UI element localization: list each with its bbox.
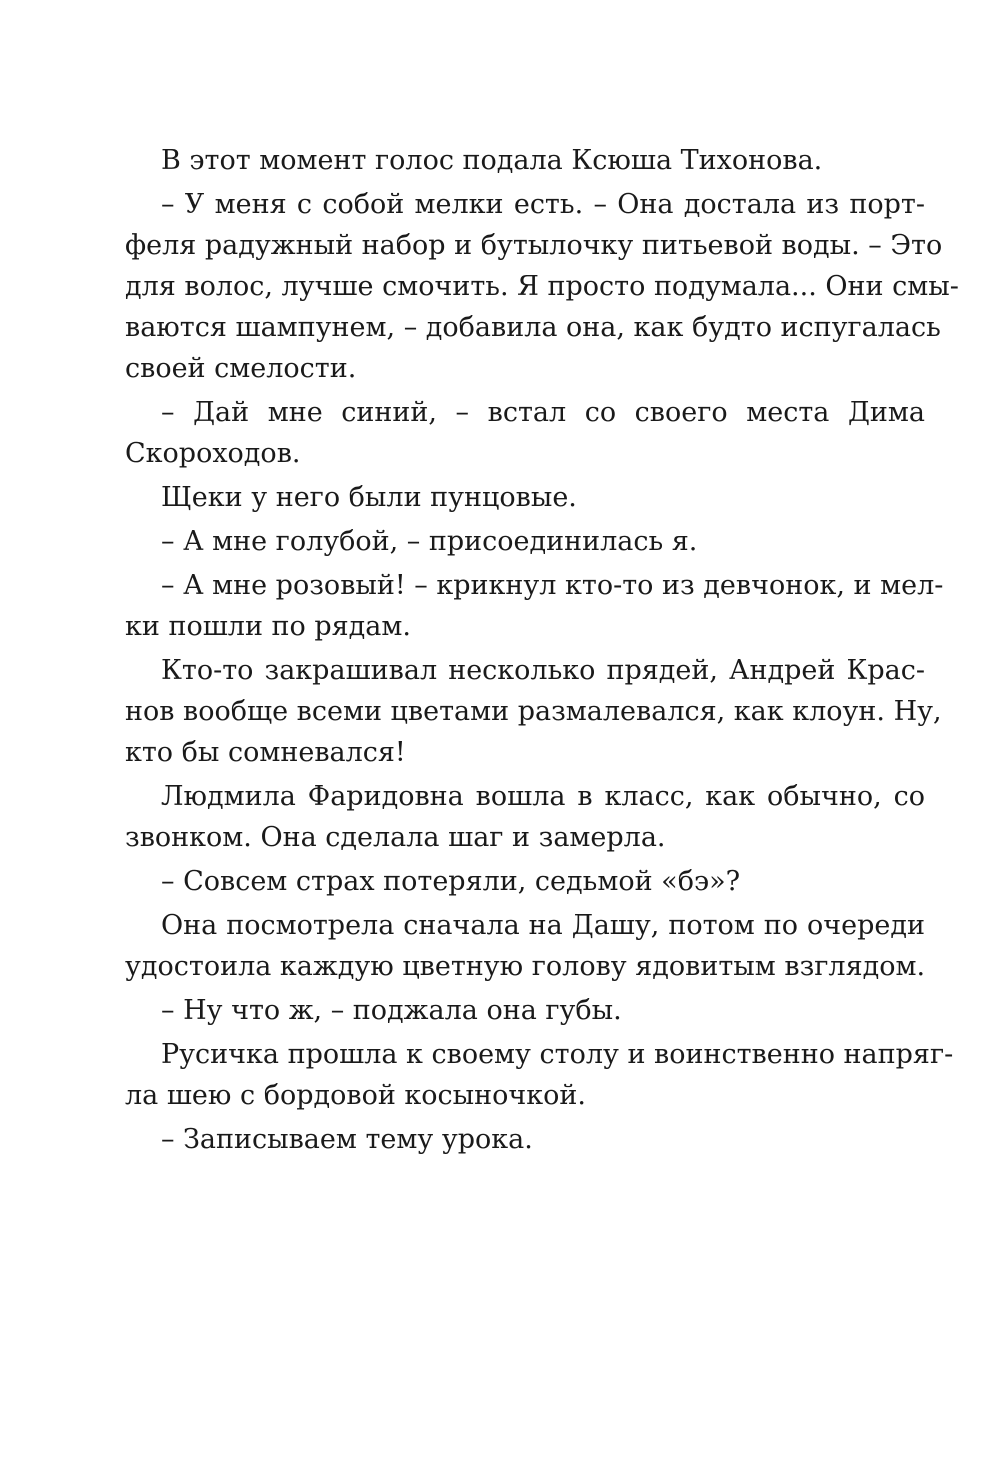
text-line: – А мне розовый! – крикнул кто-то из девчонок, и мел- [161, 570, 944, 601]
text-line: удостоила каждую цветную голову ядовитым взглядом. [125, 951, 926, 982]
text-line: – У меня с собой мелки есть. – Она достала из порт- [161, 189, 925, 220]
page-text [125, 140, 959, 1160]
text-line: кто бы сомневался! [125, 737, 406, 768]
text-line: ла шею с бордовой косыночкой. [125, 1080, 586, 1111]
text-line: – Дай мне синий, – встал со своего места Дима [161, 397, 925, 428]
text-line: своей смелости. [125, 353, 357, 384]
text-line: нов вообще всеми цветами размалевался, как клоун. Ну, [125, 696, 942, 727]
text-line: ваются шампунем, – добавила она, как будто испугалась [125, 312, 941, 343]
text-line: В этот момент голос подала Ксюша Тихонова. [161, 145, 823, 176]
text-line: Людмила Фаридовна вошла в класс, как обычно, со [161, 781, 925, 812]
text-line: для волос, лучше смочить. Я просто подумала... Они смы- [125, 271, 959, 302]
text-line: Она посмотрела сначала на Дашу, потом по очереди [161, 910, 925, 941]
text-line: звонком. Она сделала шаг и замерла. [125, 822, 666, 853]
text-line: Русичка прошла к своему столу и воинственно напряг- [161, 1039, 954, 1070]
text-line: ки пошли по рядам. [125, 611, 411, 642]
text-line: – Записываем тему урока. [161, 1124, 533, 1155]
text-line: Кто-то закрашивал несколько прядей, Андрей Крас- [161, 655, 925, 686]
text-line: – А мне голубой, – присоединилась я. [161, 526, 698, 557]
text-line: – Ну что ж, – поджала она губы. [161, 995, 622, 1026]
text-line: феля радужный набор и бутылочку питьевой воды. – Это [125, 230, 943, 261]
text-line: Щеки у него были пунцовые. [161, 482, 577, 513]
text-line: – Совсем страх потеряли, седьмой «бэ»? [161, 866, 741, 897]
text-line: Скороходов. [125, 438, 301, 469]
